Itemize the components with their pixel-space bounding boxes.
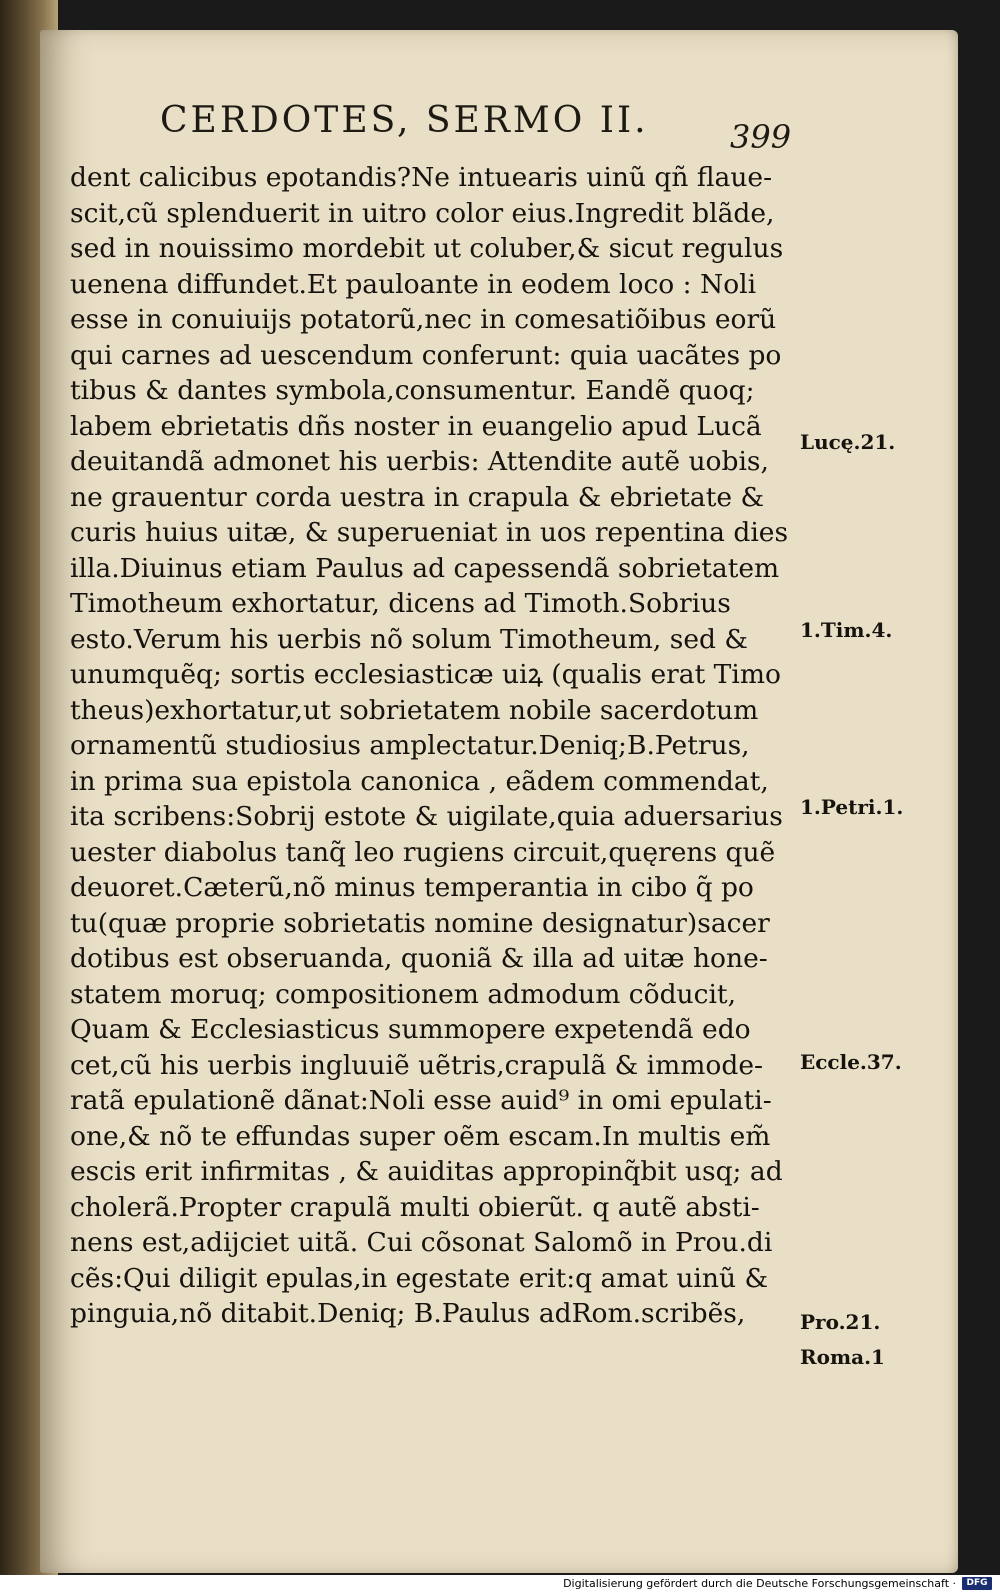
text-line: theus)exhortatur,ut sobrietatem nobile sacerdotum (70, 694, 759, 726)
text-line: dent calicibus epotandis?Ne intuearis uinũ qñ flaue- (70, 162, 773, 193)
text-line: esse in conuiuijs potatorũ,nec in comesatiõibus eorũ (70, 304, 777, 335)
marginal-note-ecclesiasticus: Eccle.37. (800, 1050, 902, 1074)
marginal-note-luke: Lucę.21. (800, 430, 896, 454)
text-line: ita scribens:Sobrij estote & uigilate,quia aduersarius (70, 801, 783, 832)
dfg-logo: DFG (962, 1577, 992, 1590)
text-line: pinguia,nõ ditabit.Deniq; B.Paulus adRom.scribẽs, (70, 1298, 746, 1329)
body-text (70, 160, 820, 1332)
text-line: illa.Diuinus etiam Paulus ad capessendã sobrietatem (70, 552, 780, 584)
marginal-note-romans: Roma.1 (800, 1345, 885, 1369)
text-line: one,& nõ te effundas super oẽm escam.In multis em̃ (70, 1120, 771, 1152)
text-line: tibus & dantes symbola,consumentur. Eandẽ quoq; (70, 375, 755, 406)
text-line: qui carnes ad uescendum conferunt: quia uacãtes po (70, 339, 782, 371)
text-line: nens est,adijciet uitã. Cui cõsonat Salomõ in Prou.di (70, 1227, 773, 1258)
text-line: labem ebrietatis dñs noster in euangelio apud Lucã (70, 410, 762, 442)
text-line: escis erit infirmitas , & auiditas appropinq̃bit usq; ad (70, 1156, 783, 1187)
text-line: uenena diffundet.Et pauloante in eodem loco : Noli (70, 268, 757, 300)
text-line: uester diabolus tanq̃ leo rugiens circuit,quęrens quẽ (70, 836, 776, 868)
text-line: deuoret.Cæterũ,nõ minus temperantia in cibo q̃ po (70, 872, 754, 903)
text-line: cẽs:Qui diligit epulas,in egestate erit:q amat uinũ & (70, 1262, 769, 1294)
text-line: sed in nouissimo mordebit ut coluber,& sicut regulus (70, 233, 784, 264)
text-line: ratã epulationẽ dãnat:Noli esse auid⁹ in omi epulati- (70, 1085, 772, 1116)
text-line: Timotheum exhortatur, dicens ad Timoth.Sobrius (70, 588, 731, 619)
text-line: tu(quæ proprie sobrietatis nomine designatur)sacer (70, 907, 770, 939)
marginal-note-proverbs: Pro.21. (800, 1310, 881, 1334)
text-line: curis huius uitæ, & superueniat in uos repentina dies (70, 517, 789, 548)
text-line: unumquẽq; sortis ecclesiasticæ uiꝝ (qualis erat Timo (70, 659, 781, 690)
text-line: deuitandã admonet his uerbis: Attendite autẽ uobis, (70, 446, 769, 477)
page-number: 399 (730, 118, 792, 156)
text-line: ornamentũ studiosius amplectatur.Deniq;B.Petrus, (70, 730, 750, 761)
text-line: cholerã.Propter crapulã multi obierũt. q autẽ absti- (70, 1191, 760, 1223)
text-line: in prima sua epistola canonica , eãdem commendat, (70, 765, 769, 797)
footer-credit: Digitalisierung gefördert durch die Deutsche Forschungsgemeinschaft · (563, 1577, 956, 1590)
text-line: ne grauentur corda uestra in crapula & ebrietate & (70, 481, 765, 513)
marginal-note-peter: 1.Petri.1. (800, 795, 904, 819)
text-line: esto.Verum his uerbis nõ solum Timotheum, sed & (70, 623, 748, 655)
text-line: Quam & Ecclesiasticus summopere expetendã edo (70, 1014, 751, 1045)
marginal-note-timothy: 1.Tim.4. (800, 618, 893, 642)
text-line: cet,cũ his uerbis ingluuiẽ uẽtris,crapulã & immode- (70, 1049, 763, 1081)
running-head: CERDOTES, SERMO II. (160, 100, 649, 141)
text-line: dotibus est obseruanda, quoniã & illa ad uitæ hone- (70, 943, 768, 974)
text-line: scit,cũ splenduerit in uitro color eius.Ingredit blãde, (70, 197, 775, 229)
text-line: statem moruq; compositionem admodum cõducit, (70, 978, 737, 1010)
